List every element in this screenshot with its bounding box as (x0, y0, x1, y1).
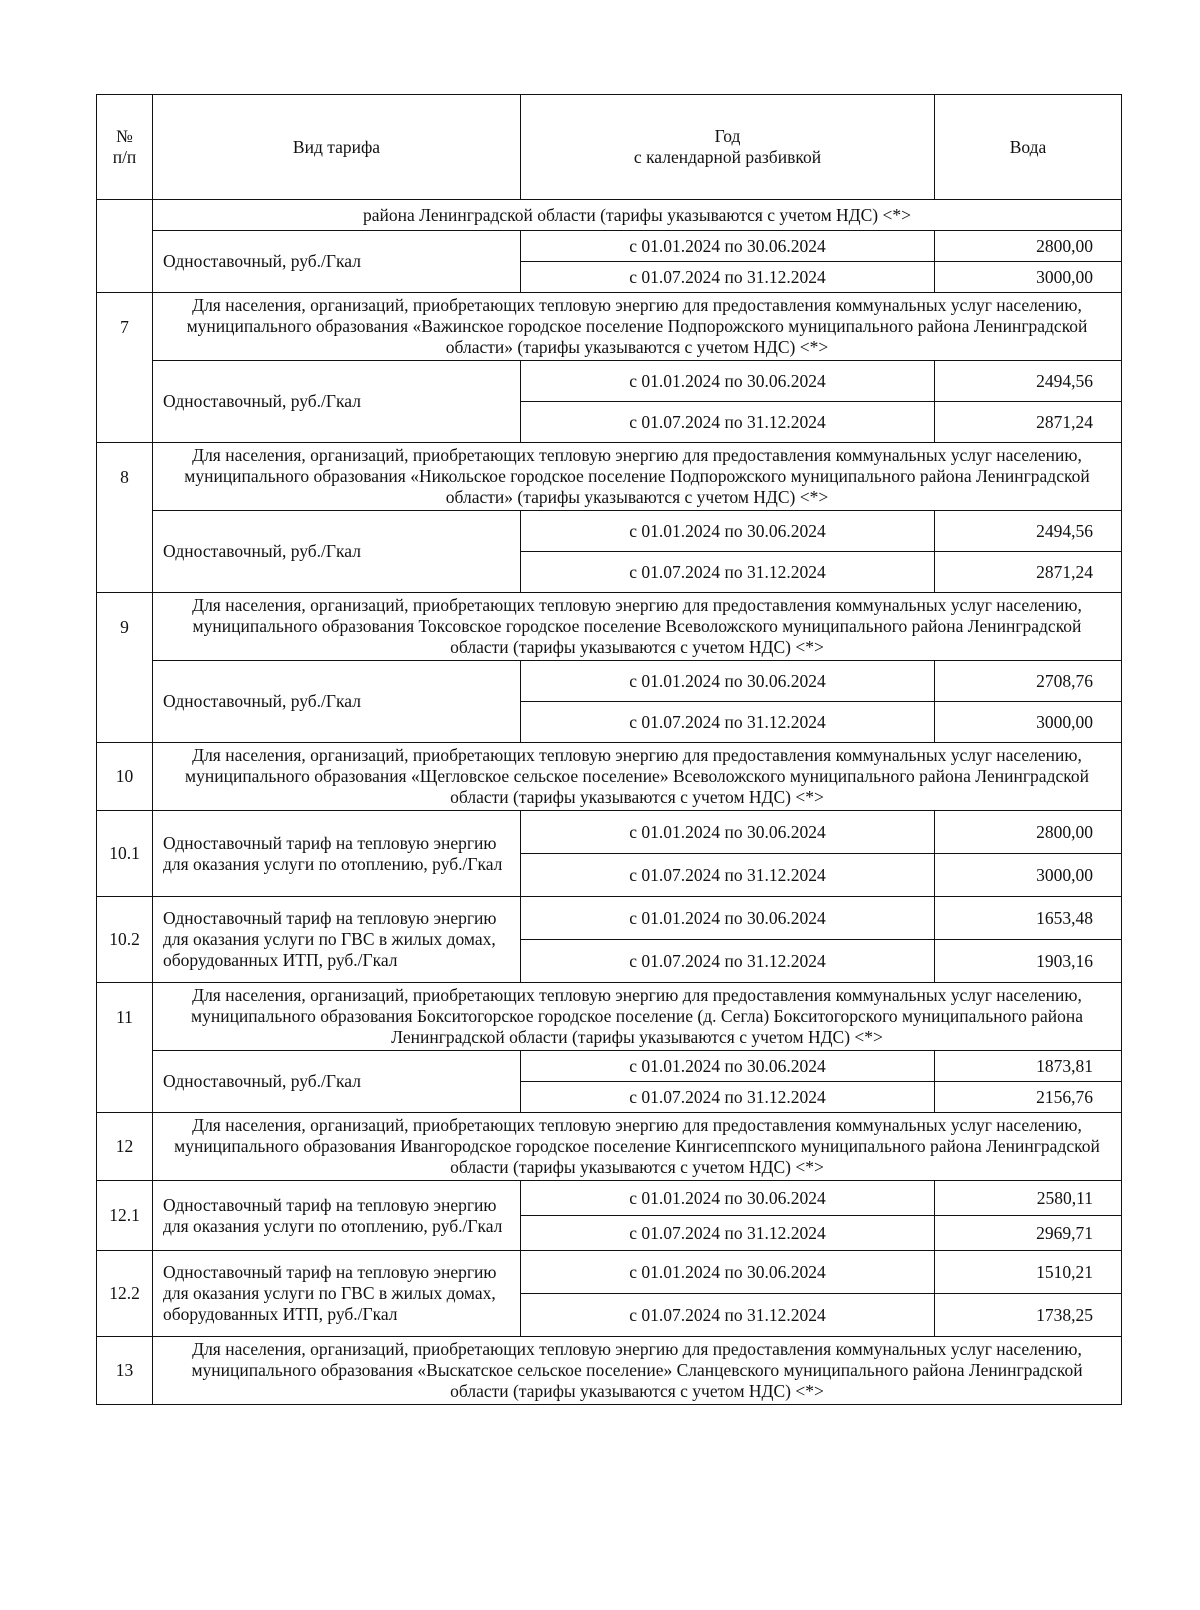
group-description: Для населения, организаций, приобретающих тепловую энергию для предоставления коммунальных услуг населению, муниципального образования «Выскатское сельское поселение» Сланцевского муниципального района Ленинградской области (тарифы указываются с учетом НДС) <*> (153, 1337, 1122, 1405)
period-cell: с 01.01.2024 по 30.06.2024 (521, 1051, 935, 1082)
table-row (97, 983, 1122, 1051)
period-cell: с 01.07.2024 по 31.12.2024 (521, 1216, 935, 1251)
value-cell: 2708,76 (935, 661, 1122, 702)
header-number: № п/п (97, 95, 153, 200)
value-cell: 2494,56 (935, 361, 1122, 402)
value-cell: 2494,56 (935, 511, 1122, 552)
value-cell: 2156,76 (935, 1082, 1122, 1113)
row-number-cell: 12 (97, 1113, 153, 1181)
value-cell: 2871,24 (935, 402, 1122, 443)
row-number-cell: 12.1 (97, 1181, 153, 1251)
value-cell: 2580,11 (935, 1181, 1122, 1216)
tariff-type-cell: Одноставочный, руб./Гкал (153, 231, 521, 293)
row-number-cell: 10 (97, 743, 153, 811)
row-number-cell: 9 (97, 593, 153, 743)
table-row (97, 443, 1122, 511)
row-number-cell: 13 (97, 1337, 153, 1405)
table-row (97, 743, 1122, 811)
value-cell: 3000,00 (935, 702, 1122, 743)
row-number-cell: 7 (97, 293, 153, 443)
period-cell: с 01.01.2024 по 30.06.2024 (521, 897, 935, 940)
group-description: района Ленинградской области (тарифы указываются с учетом НДС) <*> (153, 200, 1122, 231)
period-cell: с 01.07.2024 по 31.12.2024 (521, 1294, 935, 1337)
group-description: Для населения, организаций, приобретающих тепловую энергию для предоставления коммунальных услуг населению, муниципального образования «Важинское городское поселение Подпорожского муниципального района Ленинградской области» (тарифы указываются с учетом НДС) <*> (153, 293, 1122, 361)
value-cell: 1873,81 (935, 1051, 1122, 1082)
header-water: Вода (935, 95, 1122, 200)
period-cell: с 01.07.2024 по 31.12.2024 (521, 940, 935, 983)
period-cell: с 01.07.2024 по 31.12.2024 (521, 1082, 935, 1113)
period-cell: с 01.07.2024 по 31.12.2024 (521, 402, 935, 443)
value-cell: 1653,48 (935, 897, 1122, 940)
period-cell: с 01.01.2024 по 30.06.2024 (521, 1251, 935, 1294)
table-row (97, 661, 1122, 702)
table-row (97, 231, 1122, 262)
period-cell: с 01.01.2024 по 30.06.2024 (521, 811, 935, 854)
row-number-cell: 11 (97, 983, 153, 1113)
value-cell: 2871,24 (935, 552, 1122, 593)
table-row (97, 1051, 1122, 1082)
period-cell: с 01.01.2024 по 30.06.2024 (521, 1181, 935, 1216)
tariff-type-cell: Одноставочный тариф на тепловую энергию для оказания услуги по ГВС в жилых домах, оборудованных ИТП, руб./Гкал (153, 897, 521, 983)
table-row (97, 811, 1122, 854)
period-cell: с 01.07.2024 по 31.12.2024 (521, 702, 935, 743)
row-number-cell: 12.2 (97, 1251, 153, 1337)
tariff-type-cell: Одноставочный, руб./Гкал (153, 511, 521, 593)
header-year (521, 95, 935, 200)
header-tariff-type: Вид тарифа (153, 95, 521, 200)
group-description: Для населения, организаций, приобретающих тепловую энергию для предоставления коммунальных услуг населению, муниципального образования Бокситогорское городское поселение (д. Сегла) Бокситогорского муниципального района Ленинградской области (тарифы указываются с учетом НДС) <*> (153, 983, 1122, 1051)
table-row (97, 593, 1122, 661)
tariff-type-cell: Одноставочный, руб./Гкал (153, 361, 521, 443)
table-header-row (97, 95, 1122, 200)
tariff-type-cell: Одноставочный тариф на тепловую энергию для оказания услуги по отоплению, руб./Гкал (153, 811, 521, 897)
period-cell: с 01.01.2024 по 30.06.2024 (521, 511, 935, 552)
period-cell: с 01.07.2024 по 31.12.2024 (521, 262, 935, 293)
table-row (97, 511, 1122, 552)
table-row (97, 1251, 1122, 1294)
group-description: Для населения, организаций, приобретающих тепловую энергию для предоставления коммунальных услуг населению, муниципального образования Ивангородское городское поселение Кингисеппского муниципального района Ленинградской области (тарифы указываются с учетом НДС) <*> (153, 1113, 1122, 1181)
period-cell: с 01.01.2024 по 30.06.2024 (521, 661, 935, 702)
value-cell: 2969,71 (935, 1216, 1122, 1251)
tariff-table (96, 94, 1122, 1405)
table-row (97, 200, 1122, 231)
value-cell: 2800,00 (935, 811, 1122, 854)
row-number-cell: 10.2 (97, 897, 153, 983)
value-cell: 1738,25 (935, 1294, 1122, 1337)
table-row (97, 1113, 1122, 1181)
period-cell: с 01.01.2024 по 30.06.2024 (521, 361, 935, 402)
table-row (97, 1337, 1122, 1405)
period-cell: с 01.01.2024 по 30.06.2024 (521, 231, 935, 262)
row-number-cell: 8 (97, 443, 153, 593)
group-description: Для населения, организаций, приобретающих тепловую энергию для предоставления коммунальных услуг населению, муниципального образования «Никольское городское поселение Подпорожского муниципального района Ленинградской области» (тарифы указываются с учетом НДС) <*> (153, 443, 1122, 511)
value-cell: 3000,00 (935, 854, 1122, 897)
tariff-type-cell: Одноставочный, руб./Гкал (153, 661, 521, 743)
row-number-cell (97, 200, 153, 293)
table-row (97, 1181, 1122, 1216)
tariff-type-cell: Одноставочный тариф на тепловую энергию для оказания услуги по ГВС в жилых домах, оборудованных ИТП, руб./Гкал (153, 1251, 521, 1337)
table-row (97, 293, 1122, 361)
row-number-cell: 10.1 (97, 811, 153, 897)
header-year-line1: Год (714, 126, 741, 146)
value-cell: 1903,16 (935, 940, 1122, 983)
table-row (97, 361, 1122, 402)
tariff-type-cell: Одноставочный, руб./Гкал (153, 1051, 521, 1113)
value-cell: 3000,00 (935, 262, 1122, 293)
header-year-line2: с календарной разбивкой (633, 147, 822, 167)
period-cell: с 01.07.2024 по 31.12.2024 (521, 854, 935, 897)
period-cell: с 01.07.2024 по 31.12.2024 (521, 552, 935, 593)
tariff-type-cell: Одноставочный тариф на тепловую энергию для оказания услуги по отоплению, руб./Гкал (153, 1181, 521, 1251)
value-cell: 2800,00 (935, 231, 1122, 262)
group-description: Для населения, организаций, приобретающих тепловую энергию для предоставления коммунальных услуг населению, муниципального образования Токсовское городское поселение Всеволожского муниципального района Ленинградской области (тарифы указываются с учетом НДС) <*> (153, 593, 1122, 661)
value-cell: 1510,21 (935, 1251, 1122, 1294)
table-row (97, 897, 1122, 940)
group-description: Для населения, организаций, приобретающих тепловую энергию для предоставления коммунальных услуг населению, муниципального образования «Щегловское сельское поселение» Всеволожского муниципального района Ленинградской области (тарифы указываются с учетом НДС) <*> (153, 743, 1122, 811)
